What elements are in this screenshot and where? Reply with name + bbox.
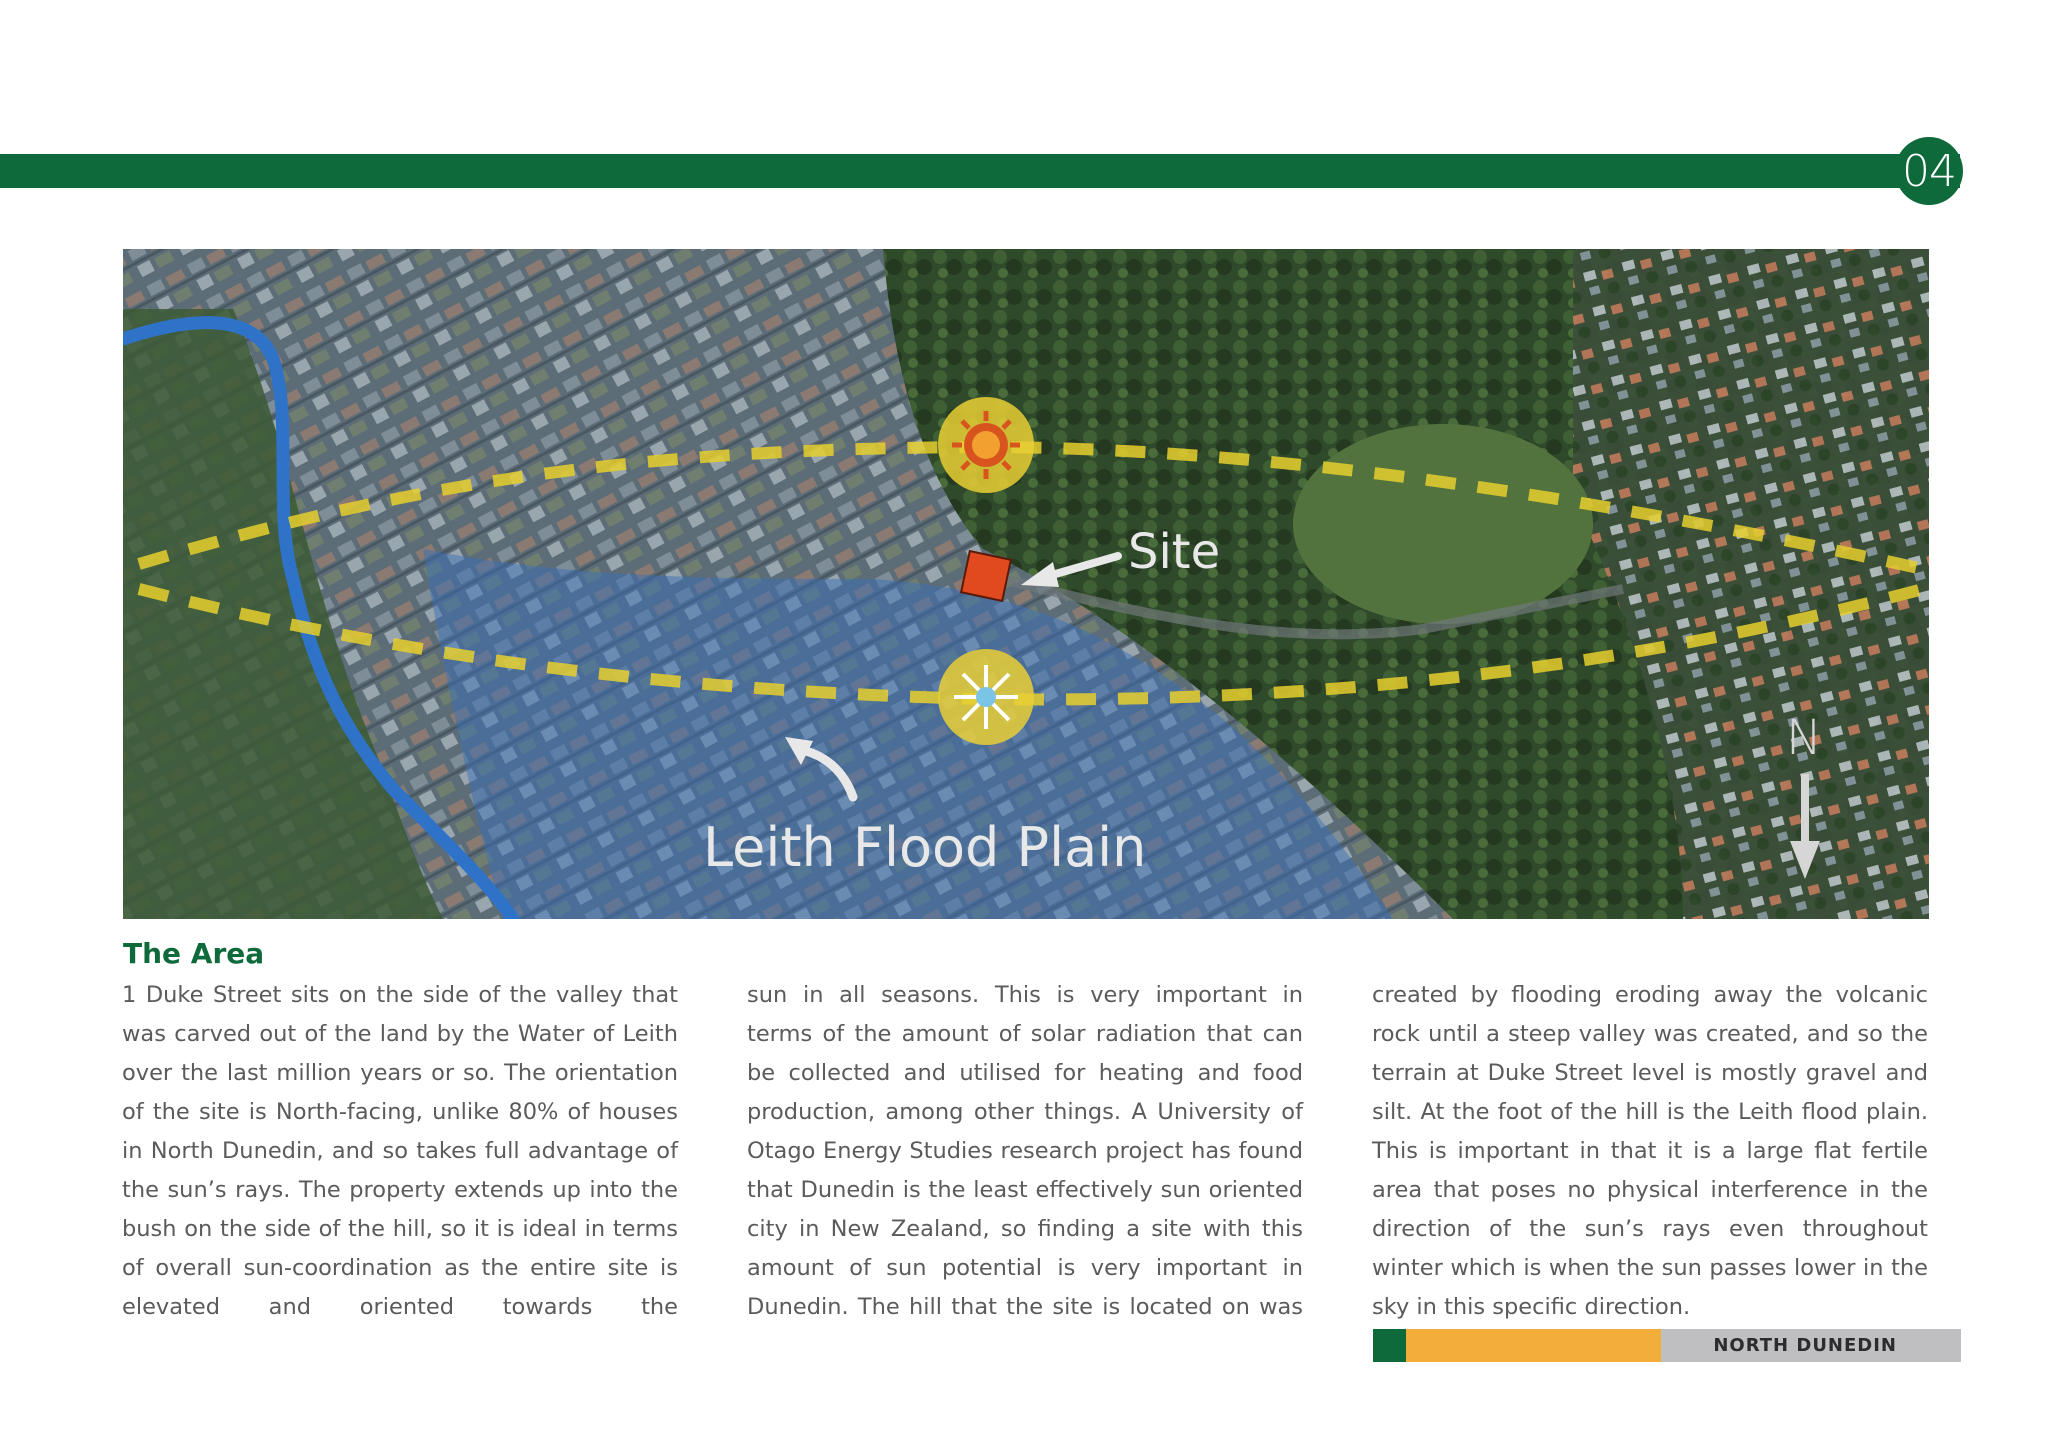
north-label: N xyxy=(1786,710,1822,766)
page-number-badge: 04 xyxy=(1895,137,1963,205)
footer-band xyxy=(1373,1329,1961,1362)
section-title: The Area xyxy=(123,937,265,970)
aerial-site-map xyxy=(123,249,1929,919)
body-column-3: created by flooding eroding away the volcanic rock until a steep valley was created, and so the terrain at Duke Street level is mostly gravel and silt. At the foot of the hill is the Leith flood plain. This is important in that it is a large flat fertile area that poses no physical interference in the direction of the sun’s rays even throughout winter which is when the sun passes lower in the sky in this specific direction. xyxy=(1372,982,1928,1320)
header-bar xyxy=(0,154,1960,188)
summer-sun-icon xyxy=(938,397,1034,493)
body-column-2: sun in all seasons. This is very important in terms of the amount of solar radiation that can be collected and utilised for heating and food production, among other things. A University of Otago Energy Studies research project has found that Dunedin is the least effectively sun oriented city in New Zealand, so finding a site with this amount of sun potential is very important in Dunedin. The hill that the site is located on was xyxy=(747,982,1303,1320)
footer-label: NORTH DUNEDIN xyxy=(1661,1329,1961,1362)
footer-orange-block xyxy=(1406,1329,1661,1362)
footer-green-block xyxy=(1373,1329,1406,1362)
site-marker xyxy=(961,551,1011,601)
winter-sun-icon xyxy=(938,649,1034,745)
site-label: Site xyxy=(1128,524,1221,580)
body-column-1: 1 Duke Street sits on the side of the valley that was carved out of the land by the Water of Leith over the last million years or so. The orientation of the site is North-facing, unlike 80% of houses in North Dunedin, and so takes full advantage of the sun’s rays. The property extends up into the bush on the side of the hill, so it is ideal in terms of overall sun-coordination as the entire site is elevated and oriented towards the xyxy=(122,982,678,1320)
flood-plain-label: Leith Flood Plain xyxy=(703,816,1147,879)
